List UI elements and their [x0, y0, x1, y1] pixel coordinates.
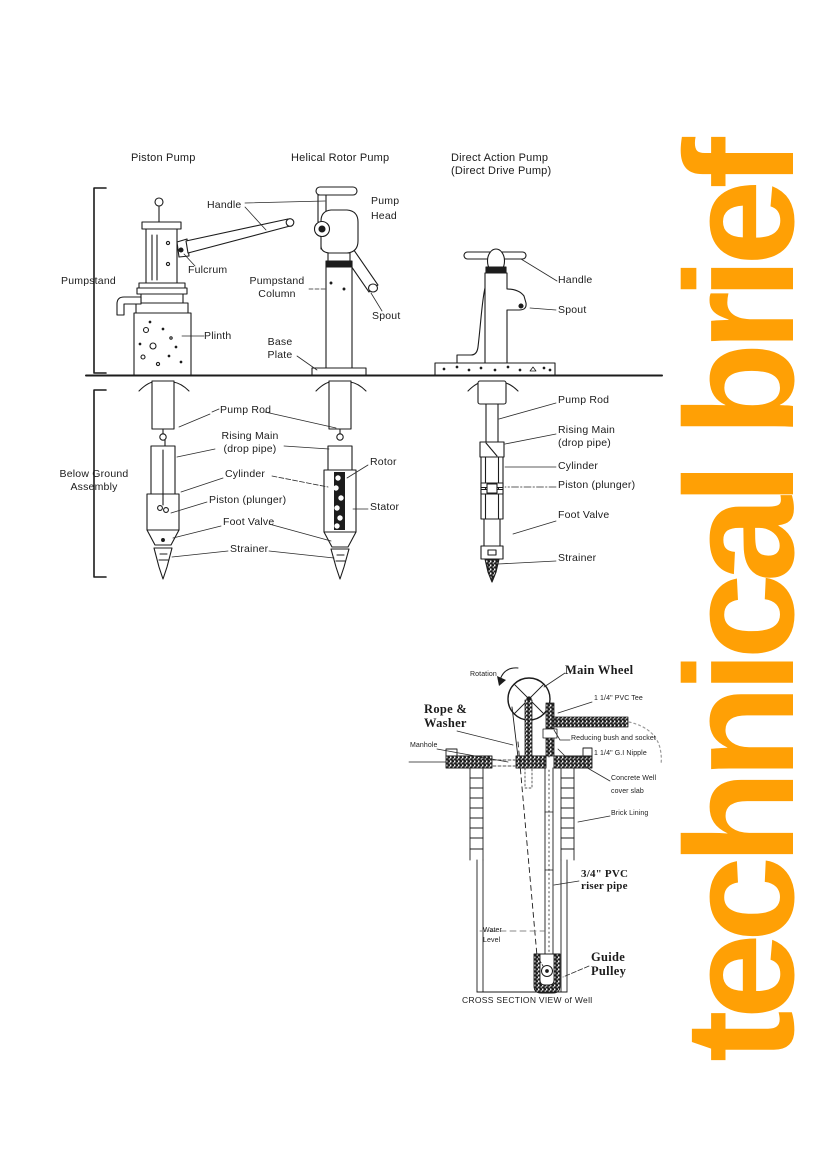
strainer-label-left: Strainer — [230, 543, 269, 555]
brick-lining-label: Brick Lining — [611, 810, 649, 817]
rising-main-label-left: Rising Main (drop pipe) — [221, 430, 279, 455]
rotation-label: Rotation — [470, 671, 497, 678]
foot-valve-label-left: Foot Valve — [223, 516, 275, 528]
below-ground-direct-drawing — [468, 381, 518, 582]
stator-label: Stator — [370, 501, 400, 513]
pumpstand-column-label: Pumpstand Column — [249, 275, 305, 300]
pump-head-label: Pump Head — [371, 195, 400, 223]
wordmark: technical brief — [653, 146, 826, 1062]
cylinder-label-right: Cylinder — [558, 460, 599, 472]
well-caption: CROSS SECTION VIEW of Well — [462, 995, 593, 1005]
pump-rod-label-left: Pump Rod — [220, 404, 272, 416]
direct-action-pump-title: Direct Action Pump (Direct Drive Pump) — [451, 152, 552, 178]
rope-and-washer-label: Rope & Washer — [424, 702, 468, 730]
handle-label-piston: Handle — [207, 199, 242, 211]
reducing-bush-label: Reducing bush and socket — [571, 735, 656, 742]
pvc-tee-label: 1 1/4" PVC Tee — [594, 695, 643, 702]
pumpstand-bracket-label: Pumpstand — [61, 275, 116, 287]
handle-label-direct: Handle — [558, 274, 593, 286]
spout-label-helical: Spout — [372, 310, 401, 322]
rising-main-label-right: Rising Main (drop pipe) — [558, 424, 616, 449]
riser-pipe-label: 3/4" PVC riser pipe — [581, 868, 629, 893]
direct-action-pump-drawing — [435, 249, 555, 375]
rotor-label: Rotor — [370, 456, 397, 468]
main-wheel-label: Main Wheel — [565, 663, 634, 677]
helical-rotor-pump-drawing — [312, 187, 378, 375]
concrete-cover-slab-label: Concrete Well cover slab — [611, 775, 657, 796]
below-ground-bracket-label: Below Ground Assembly — [59, 468, 129, 493]
below-ground-piston-drawing — [139, 381, 189, 579]
manhole-label: Manhole — [410, 742, 438, 749]
water-level-label: Water Level — [483, 927, 502, 944]
below-ground-helical-drawing — [316, 381, 366, 579]
piston-pump-title: Piston Pump — [131, 152, 196, 164]
gi-nipple-label: 1 1/4" G.I Nipple — [594, 750, 647, 757]
pump-rod-label-right: Pump Rod — [558, 394, 610, 406]
strainer-label-right: Strainer — [558, 552, 597, 564]
piston-plunger-label-right: Piston (plunger) — [558, 479, 636, 491]
plinth-label: Plinth — [204, 330, 232, 342]
helical-rotor-pump-title: Helical Rotor Pump — [291, 152, 390, 164]
piston-plunger-label-left: Piston (plunger) — [209, 494, 287, 506]
foot-valve-label-right: Foot Valve — [558, 509, 610, 521]
spout-label-direct: Spout — [558, 304, 587, 316]
base-plate-label: Base Plate — [267, 336, 293, 361]
guide-pulley-label: Guide Pulley — [591, 950, 627, 978]
fulcrum-label: Fulcrum — [188, 264, 228, 276]
cylinder-label-left: Cylinder — [225, 468, 266, 480]
